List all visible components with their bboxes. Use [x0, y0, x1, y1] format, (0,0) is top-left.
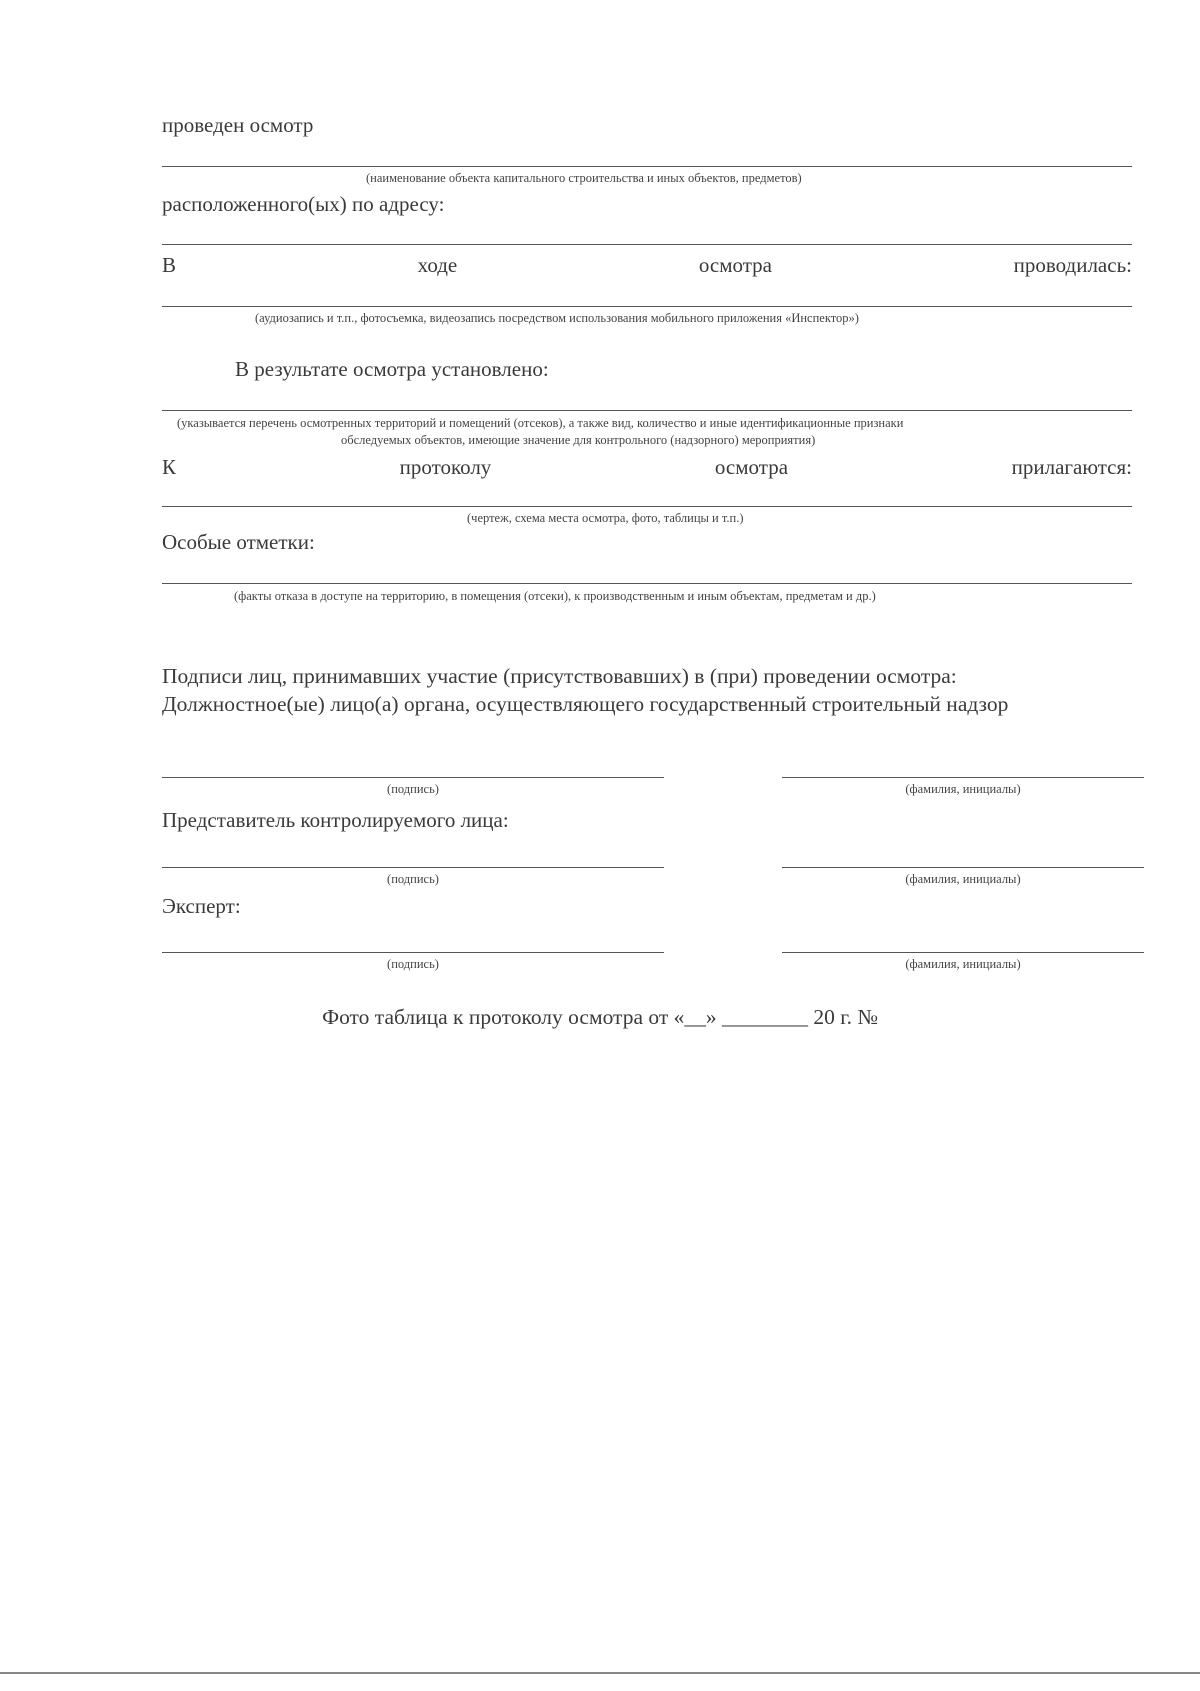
recording-word-1: В: [162, 253, 177, 277]
attachments-word-2: протоколу: [399, 455, 492, 479]
attachments-word-1: К: [162, 455, 177, 479]
official-signature-field[interactable]: [162, 777, 664, 778]
attachments-word-4: прилагаются:: [1011, 455, 1132, 479]
representative-name-field[interactable]: [782, 867, 1144, 868]
recording-hint: (аудиозапись и т.п., фотосъемка, видеозапись посредством использования мобильного приложения «Инспектор»): [255, 311, 859, 325]
recording-word-2: ходе: [417, 253, 458, 277]
recording-label-row: [162, 253, 1132, 277]
expert-signature-field[interactable]: [162, 952, 664, 953]
attachments-field[interactable]: [162, 506, 1132, 507]
inspection-object-hint: (наименование объекта капитального строительства и иных объектов, предметов): [366, 171, 802, 185]
result-hint-line-2: обследуемых объектов, имеющие значение для контрольного (надзорного) мероприятия): [341, 433, 816, 447]
official-signature-hint: (подпись): [387, 782, 439, 796]
recording-field[interactable]: [162, 306, 1132, 307]
attachments-hint: (чертеж, схема места осмотра, фото, таблицы и т.п.): [467, 511, 744, 525]
page-bottom-edge: [0, 1672, 1200, 1674]
official-name-field[interactable]: [782, 777, 1144, 778]
expert-name-hint: (фамилия, инициалы): [905, 957, 1021, 971]
signatures-heading: Подписи лиц, принимавших участие (присутствовавших) в (при) проведении осмотра:: [162, 664, 957, 688]
result-hint-line-1: (указывается перечень осмотренных территорий и помещений (отсеков), а также вид, количество и иные идентификационные признаки: [177, 416, 904, 430]
official-heading: Должностное(ые) лицо(а) органа, осуществляющего государственный строительный надзор: [162, 692, 1009, 716]
representative-signature-hint: (подпись): [387, 872, 439, 886]
expert-name-field[interactable]: [782, 952, 1144, 953]
recording-word-3: осмотра: [698, 253, 772, 277]
official-name-hint: (фамилия, инициалы): [905, 782, 1021, 796]
result-label: В результате осмотра установлено:: [235, 357, 549, 381]
special-notes-hint: (факты отказа в доступе на территорию, в помещения (отсеки), к производственным и иным объектам, предметам и др.): [234, 589, 876, 603]
address-label: расположенного(ых) по адресу:: [162, 192, 445, 216]
special-notes-field[interactable]: [162, 583, 1132, 584]
attachments-word-3: осмотра: [714, 455, 789, 479]
expert-heading: Эксперт:: [162, 894, 241, 918]
representative-name-hint: (фамилия, инициалы): [905, 872, 1021, 886]
special-notes-label: Особые отметки:: [162, 530, 315, 554]
recording-word-4: проводилась:: [1013, 253, 1132, 277]
inspection-label: проведен осмотр: [162, 113, 314, 137]
address-field[interactable]: [162, 244, 1132, 245]
photo-table-title: Фото таблица к протоколу осмотра от «__» ________ 20 г. №: [322, 1005, 878, 1029]
expert-signature-hint: (подпись): [387, 957, 439, 971]
representative-heading: Представитель контролируемого лица:: [162, 808, 509, 832]
result-field[interactable]: [162, 410, 1132, 411]
representative-signature-field[interactable]: [162, 867, 664, 868]
attachments-label-row: [162, 455, 1132, 479]
inspection-object-field[interactable]: [162, 166, 1132, 167]
